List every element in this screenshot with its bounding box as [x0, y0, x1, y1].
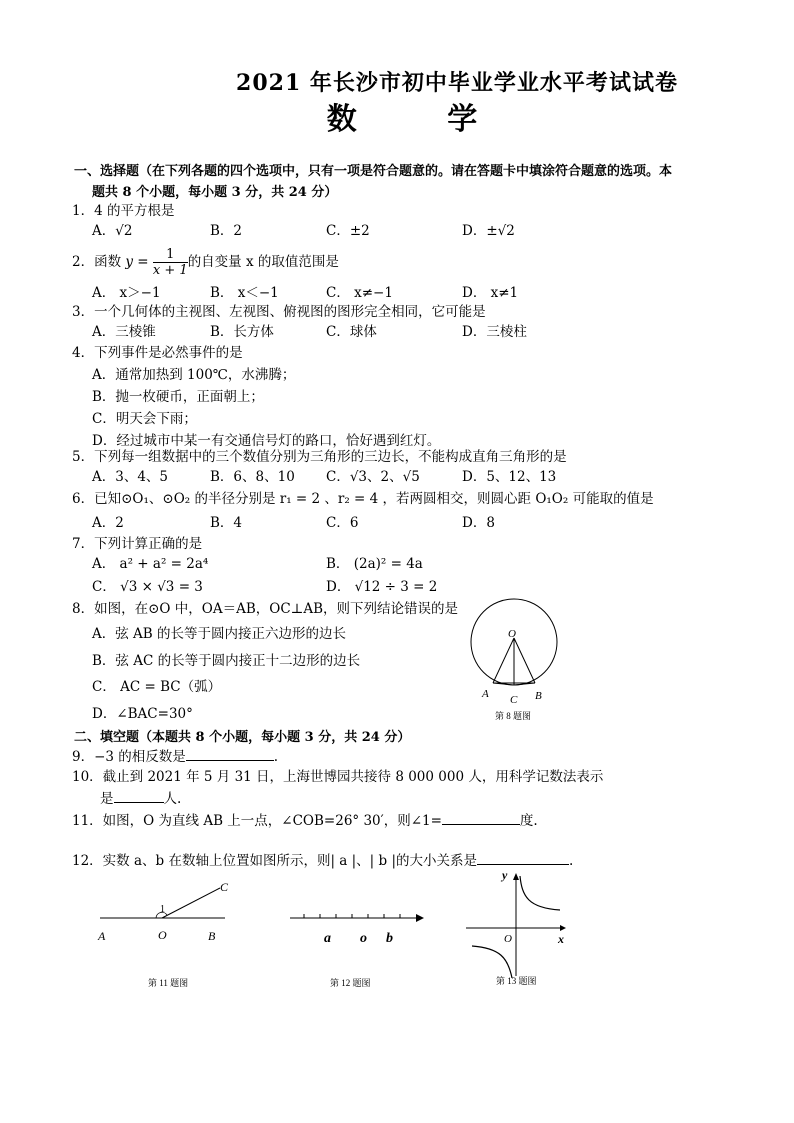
- q4-option-b: B．抛一枚硬币，正面朝上；: [92, 389, 264, 405]
- q8-line-oa: [493, 638, 514, 683]
- q2-stem: [72, 244, 339, 280]
- q7-stem: 7．下列计算正确的是: [72, 536, 203, 552]
- q11-line: [72, 811, 538, 830]
- q2-prefix: 2．函数: [72, 254, 126, 270]
- q8-option-b: B．弦 AC 的长等于圆内接正十二边形的边长: [92, 653, 361, 669]
- q5-option-d: D．5、12、13: [462, 469, 557, 485]
- q4-option-a: A．通常加热到 100℃，水沸腾；: [92, 367, 296, 383]
- q6-option-c: C．6: [326, 515, 359, 531]
- q1-stem: 1．4 的平方根是: [72, 203, 175, 219]
- q5-option-c: C．√3、2、√5: [326, 469, 420, 485]
- q8-option-c: C． AC = BC（弧）: [92, 679, 222, 695]
- fig12-caption: 第 12 题图: [330, 978, 371, 988]
- q2-func-lhs: y =: [125, 254, 149, 270]
- q8-label-a: A: [482, 688, 489, 700]
- q2-fraction-den: x + 1: [152, 263, 188, 278]
- q6-stem: 6．已知⊙O₁、⊙O₂ 的半径分别是 r₁ = 2 、r₂ = 4 ，若两圆相交，则圆心距 O₁O₂ 可能取的值是: [72, 491, 654, 507]
- q6-option-a: A．2: [92, 515, 124, 531]
- q4-stem: 4．下列事件是必然事件的是: [72, 345, 243, 361]
- q5-option-a: A．3、4、5: [92, 469, 169, 485]
- q7-option-d: D． √12 ÷ 3 = 2: [326, 579, 438, 595]
- q3-option-d: D．三棱柱: [462, 324, 527, 340]
- q6-option-b: B．4: [210, 515, 243, 531]
- exam-title: 2021 年长沙市初中毕业学业水平考试试卷: [236, 70, 678, 96]
- fig13-label-y: y: [502, 868, 508, 882]
- q8-figure: [462, 596, 572, 726]
- fig13-y-arrow-icon: [513, 873, 519, 880]
- fig11-label-c: C: [220, 880, 229, 894]
- q7-option-b: B． (2a)² = 4a: [326, 556, 423, 572]
- q1-option-d: D．±√2: [462, 223, 515, 239]
- q11-end: 度.: [519, 813, 538, 829]
- q7-option-c: C． √3 × √3 = 3: [92, 579, 203, 595]
- section1-heading-line2: 题共 8 个小题，每小题 3 分，共 24 分）: [92, 185, 338, 200]
- q2-fraction: [153, 247, 188, 278]
- q8-stem: 8．如图，在⊙O 中，OA＝AB，OC⊥AB，则下列结论错误的是: [72, 601, 459, 617]
- q10-stem: 10．截止到 2021 年 5 月 31 日，上海世博园共接待 8 000 000 人，用科学记数法表示: [72, 769, 604, 785]
- q8-option-d: D．∠BAC=30°: [92, 706, 193, 722]
- q7-option-a: A． a² + a² = 2a⁴: [92, 556, 209, 572]
- fig11-ray-oc: [162, 888, 220, 918]
- q2-fraction-num: 1: [153, 247, 188, 263]
- q4-option-d: D．经过城市中某一有交通信号灯的路口，恰好遇到红灯。: [92, 433, 441, 449]
- fig13-caption: 第 13 题图: [496, 976, 537, 986]
- fig13-curve-q1: [520, 876, 560, 910]
- q12-end: .: [569, 853, 574, 869]
- q11-stem: 11．如图，O 为直线 AB 上一点，∠COB=26° 30′，则∠1=: [72, 813, 442, 829]
- q9-end: .: [273, 749, 279, 765]
- q2-option-d: D． x≠1: [462, 285, 519, 301]
- q10-answer-blank[interactable]: [114, 789, 164, 803]
- fig11-label-o: O: [158, 928, 167, 942]
- fig11-label-b: B: [208, 929, 216, 943]
- q2-option-c: C． x≠−1: [326, 285, 393, 301]
- q12-answer-blank[interactable]: [477, 851, 569, 865]
- q1-option-a: A．√2: [92, 223, 133, 239]
- q2-option-b: B． x＜−1: [210, 285, 279, 301]
- q12-stem: 12．实数 a、b 在数轴上位置如图所示，则| a |、| b |的大小关系是: [72, 853, 477, 869]
- q10-line2: [100, 789, 181, 808]
- section1-heading-line1: 一、选择题（在下列各题的四个选项中，只有一项是符合题意的。请在答题卡中填涂符合题意的选项。本: [74, 164, 673, 179]
- fig12-label-b: b: [386, 931, 393, 946]
- q4-option-c: C．明天会下雨；: [92, 411, 197, 427]
- q3-option-c: C．球体: [326, 324, 377, 340]
- section2-heading: 二、填空题（本题共 8 个小题，每小题 3 分，共 24 分）: [74, 730, 411, 745]
- q9-line: [72, 747, 278, 766]
- q5-option-b: B．6、8、10: [210, 469, 295, 485]
- q1-option-c: C．±2: [326, 223, 370, 239]
- fig11-label-a: A: [98, 929, 106, 943]
- q3-stem: 3．一个几何体的主视图、左视图、俯视图的图形完全相同，它可能是: [72, 304, 486, 320]
- q10-line2-post: 人.: [163, 791, 182, 807]
- q9-stem: 9．−3 的相反数是: [72, 749, 186, 765]
- fig13-label-o: O: [504, 933, 512, 945]
- fig11: [90, 880, 240, 995]
- fig13-x-arrow-icon: [560, 925, 566, 931]
- fig13-curve-q3: [472, 946, 512, 978]
- q9-answer-blank[interactable]: [186, 747, 274, 761]
- fig12-arrow-icon: [416, 914, 424, 922]
- q2-suffix: 的自变量 x 的取值范围是: [187, 254, 339, 270]
- q10-line2-pre: 是: [100, 791, 114, 807]
- fig13-label-x: x: [558, 932, 564, 946]
- q2-option-a: A． x＞−1: [92, 285, 161, 301]
- q3-option-a: A．三棱锥: [92, 324, 156, 340]
- subject-title: 数 学: [326, 102, 518, 137]
- q1-option-b: B．2: [210, 223, 243, 239]
- q8-option-a: A．弦 AB 的长等于圆内接正六边形的边长: [92, 626, 347, 642]
- q8-label-o: O: [508, 628, 516, 640]
- fig12-label-o: o: [360, 931, 367, 946]
- q8-label-b: B: [535, 690, 542, 702]
- fig12-label-a: a: [324, 931, 331, 946]
- q3-option-b: B．长方体: [210, 324, 274, 340]
- q8-label-c: C: [510, 694, 518, 706]
- fig12: [284, 880, 434, 995]
- q6-option-d: D．8: [462, 515, 495, 531]
- q11-answer-blank[interactable]: [442, 811, 520, 825]
- fig13: [460, 866, 575, 991]
- fig11-caption: 第 11 题图: [148, 978, 189, 988]
- q5-stem: 5．下列每一组数据中的三个数值分别为三角形的三边长，不能构成直角三角形的是: [72, 449, 567, 465]
- q8-line-ob: [514, 638, 535, 683]
- fig11-label-1: 1: [160, 904, 165, 915]
- q8-caption: 第 8 题图: [495, 711, 532, 721]
